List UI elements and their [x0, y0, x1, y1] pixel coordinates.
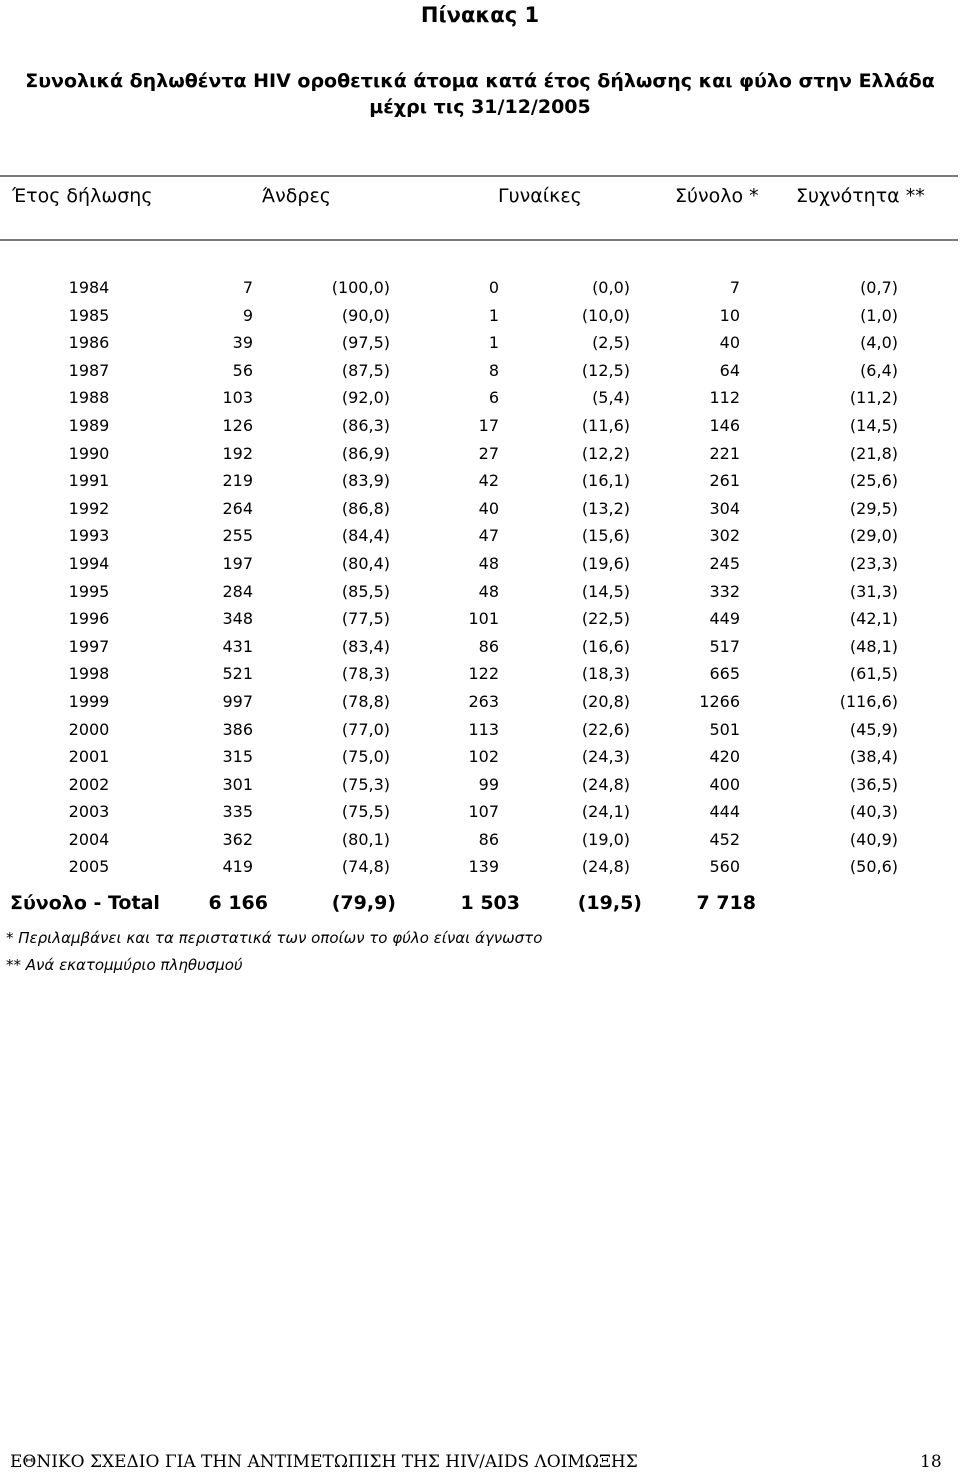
cell-women-pct: (2,5): [592, 333, 630, 353]
cell-frequency: (6,4): [860, 360, 898, 380]
cell-total: 444: [709, 802, 740, 822]
cell-frequency: (31,3): [849, 581, 898, 601]
cell-total: 304: [709, 498, 740, 518]
cell-women: 86: [478, 636, 499, 656]
table-row: [0, 386, 960, 414]
table-row: [0, 304, 960, 332]
cell-men: 219: [222, 471, 253, 491]
cell-women-pct: (19,0): [581, 829, 630, 849]
cell-women: 122: [468, 664, 499, 684]
cell-women: 99: [478, 774, 499, 794]
cell-men-pct: (90,0): [341, 305, 390, 325]
cell-women: 48: [478, 581, 499, 601]
cell-men-pct: (77,5): [341, 609, 390, 629]
cell-men-pct: (86,8): [341, 498, 390, 518]
cell-women-pct: (12,2): [581, 443, 630, 463]
cell-men-pct: (86,3): [341, 415, 390, 435]
cell-women-pct: (16,1): [581, 471, 630, 491]
cell-women: 27: [478, 443, 499, 463]
table-row: [0, 662, 960, 690]
cell-frequency: (4,0): [860, 333, 898, 353]
cell-total: 112: [709, 388, 740, 408]
cell-women-pct: (24,8): [581, 857, 630, 877]
cell-men-pct: (74,8): [341, 857, 390, 877]
cell-year: 1991: [68, 471, 110, 491]
cell-men: 301: [222, 774, 253, 794]
cell-frequency: (116,6): [839, 691, 898, 711]
cell-men: 7: [242, 278, 253, 297]
cell-men: 315: [222, 747, 253, 767]
header-year: Έτος δήλωσης: [12, 185, 153, 207]
footnote-total: * Περιλαμβάνει και τα περιστατικά των οποίων το φύλο είναι άγνωστο: [6, 929, 543, 947]
total-women: 1 503: [460, 892, 520, 914]
cell-women-pct: (0,0): [592, 278, 630, 297]
table-row: [0, 414, 960, 442]
cell-year: 2000: [68, 719, 110, 739]
cell-women-pct: (14,5): [581, 581, 630, 601]
cell-men-pct: (92,0): [341, 388, 390, 408]
cell-women: 107: [468, 802, 499, 822]
cell-frequency: (23,3): [849, 553, 898, 573]
cell-women-pct: (13,2): [581, 498, 630, 518]
cell-women: 101: [468, 609, 499, 629]
cell-frequency: (36,5): [849, 774, 898, 794]
cell-frequency: (11,2): [849, 388, 898, 408]
page-footer: ΕΘΝΙΚΟ ΣΧΕΔΙΟ ΓΙΑ ΤΗΝ ΑΝΤΙΜΕΤΩΠΙΣΗ ΤΗΣ HIV/AIDS ΛΟΙΜΩΞΗΣ: [10, 1452, 638, 1472]
cell-women-pct: (10,0): [581, 305, 630, 325]
cell-men: 386: [222, 719, 253, 739]
cell-frequency: (25,6): [849, 471, 898, 491]
cell-men-pct: (78,8): [341, 691, 390, 711]
cell-total: 449: [709, 609, 740, 629]
cell-year: 1994: [68, 553, 110, 573]
cell-men-pct: (75,3): [341, 774, 390, 794]
table-row: [0, 635, 960, 663]
table-row: [0, 690, 960, 718]
cell-year: 1986: [68, 333, 110, 353]
table-row: [0, 855, 960, 883]
cell-men-pct: (78,3): [341, 664, 390, 684]
cell-men: 39: [232, 333, 253, 353]
cell-women-pct: (24,8): [581, 774, 630, 794]
total-women-pct: (19,5): [577, 892, 642, 914]
footnote-frequency: ** Ανά εκατομμύριο πληθυσμού: [6, 956, 243, 974]
cell-women: 1: [488, 305, 499, 325]
cell-men: 255: [222, 526, 253, 546]
cell-men: 103: [222, 388, 253, 408]
table-row: [0, 469, 960, 497]
cell-year: 1987: [68, 360, 110, 380]
cell-women-pct: (15,6): [581, 526, 630, 546]
cell-total: 665: [709, 664, 740, 684]
cell-women: 113: [468, 719, 499, 739]
cell-women: 102: [468, 747, 499, 767]
table-row: [0, 276, 960, 304]
cell-men: 431: [222, 636, 253, 656]
table-row: [0, 497, 960, 525]
cell-men: 348: [222, 609, 253, 629]
table-row: [0, 828, 960, 856]
total-men-pct: (79,9): [331, 892, 396, 914]
table-row: [0, 718, 960, 746]
table-subtitle: [0, 68, 960, 120]
header-top-rule: [0, 175, 958, 177]
table-row: [0, 442, 960, 470]
cell-women: 6: [488, 388, 499, 408]
cell-total: 501: [709, 719, 740, 739]
cell-women: 263: [468, 691, 499, 711]
cell-men-pct: (83,9): [341, 471, 390, 491]
cell-men: 9: [242, 305, 253, 325]
cell-year: 1988: [68, 388, 110, 408]
cell-total: 261: [709, 471, 740, 491]
total-label: Σύνολο - Total: [10, 892, 160, 914]
cell-women-pct: (12,5): [581, 360, 630, 380]
cell-frequency: (50,6): [849, 857, 898, 877]
cell-total: 332: [709, 581, 740, 601]
cell-frequency: (42,1): [849, 609, 898, 629]
cell-men-pct: (87,5): [341, 360, 390, 380]
cell-year: 1992: [68, 498, 110, 518]
cell-women-pct: (22,5): [581, 609, 630, 629]
cell-women: 48: [478, 553, 499, 573]
cell-year: 2003: [68, 802, 110, 822]
cell-men-pct: (85,5): [341, 581, 390, 601]
cell-frequency: (29,0): [849, 526, 898, 546]
cell-women: 47: [478, 526, 499, 546]
cell-men-pct: (100,0): [331, 278, 390, 297]
cell-total: 221: [709, 443, 740, 463]
cell-year: 2002: [68, 774, 110, 794]
cell-women-pct: (24,1): [581, 802, 630, 822]
cell-year: 1996: [68, 609, 110, 629]
cell-men: 284: [222, 581, 253, 601]
table-row: [0, 607, 960, 635]
cell-total: 40: [719, 333, 740, 353]
table-row: [0, 580, 960, 608]
cell-women: 8: [488, 360, 499, 380]
cell-year: 1998: [68, 664, 110, 684]
cell-frequency: (45,9): [849, 719, 898, 739]
page-title: Πίνακας 1: [420, 3, 540, 27]
cell-frequency: (40,9): [849, 829, 898, 849]
total-all: 7 718: [696, 892, 756, 914]
header-men: Άνδρες: [262, 185, 331, 207]
cell-men-pct: (75,0): [341, 747, 390, 767]
cell-women-pct: (5,4): [592, 388, 630, 408]
cell-total: 302: [709, 526, 740, 546]
cell-year: 1995: [68, 581, 110, 601]
cell-women: 86: [478, 829, 499, 849]
cell-women-pct: (22,6): [581, 719, 630, 739]
cell-women-pct: (19,6): [581, 553, 630, 573]
cell-women: 17: [478, 415, 499, 435]
header-women: Γυναίκες: [498, 185, 582, 207]
cell-men: 335: [222, 802, 253, 822]
cell-total: 560: [709, 857, 740, 877]
cell-women: 0: [488, 278, 499, 297]
cell-total: 400: [709, 774, 740, 794]
cell-year: 2004: [68, 829, 110, 849]
cell-frequency: (21,8): [849, 443, 898, 463]
table-row: [0, 552, 960, 580]
cell-men: 997: [222, 691, 253, 711]
cell-year: 2001: [68, 747, 110, 767]
total-men: 6 166: [208, 892, 268, 914]
cell-men: 362: [222, 829, 253, 849]
cell-frequency: (29,5): [849, 498, 898, 518]
page-number: 18: [920, 1452, 942, 1472]
cell-total: 452: [709, 829, 740, 849]
cell-total: 64: [719, 360, 740, 380]
cell-total: 10: [719, 305, 740, 325]
cell-year: 1993: [68, 526, 110, 546]
table-row: [0, 524, 960, 552]
cell-men-pct: (97,5): [341, 333, 390, 353]
cell-frequency: (40,3): [849, 802, 898, 822]
cell-women: 42: [478, 471, 499, 491]
cell-women: 40: [478, 498, 499, 518]
cell-women-pct: (16,6): [581, 636, 630, 656]
cell-men: 419: [222, 857, 253, 877]
cell-women-pct: (11,6): [581, 415, 630, 435]
total-row: [0, 891, 960, 917]
cell-women-pct: (24,3): [581, 747, 630, 767]
cell-men-pct: (77,0): [341, 719, 390, 739]
header-bottom-rule: [0, 239, 958, 241]
subtitle-line-2: μέχρι τις 31/12/2005: [369, 96, 591, 118]
cell-frequency: (61,5): [849, 664, 898, 684]
subtitle-line-1: Συνολικά δηλωθέντα HIV οροθετικά άτομα κατά έτος δήλωσης και φύλο στην Ελλάδα: [25, 70, 935, 92]
cell-total: 420: [709, 747, 740, 767]
cell-men-pct: (84,4): [341, 526, 390, 546]
table-row: [0, 773, 960, 801]
cell-total: 245: [709, 553, 740, 573]
cell-women: 139: [468, 857, 499, 877]
header-total: Σύνολο *: [675, 185, 759, 207]
cell-total: 517: [709, 636, 740, 656]
table-row: [0, 800, 960, 828]
cell-frequency: (48,1): [849, 636, 898, 656]
cell-year: 1990: [68, 443, 110, 463]
cell-women-pct: (20,8): [581, 691, 630, 711]
cell-total: 7: [729, 278, 740, 297]
cell-frequency: (38,4): [849, 747, 898, 767]
cell-women-pct: (18,3): [581, 664, 630, 684]
cell-total: 1266: [699, 691, 740, 711]
cell-year: 1985: [68, 305, 110, 325]
cell-year: 1984: [68, 278, 110, 297]
cell-total: 146: [709, 415, 740, 435]
header-frequency: Συχνότητα **: [796, 185, 925, 207]
cell-men: 264: [222, 498, 253, 518]
cell-men: 56: [232, 360, 253, 380]
cell-year: 2005: [68, 857, 110, 877]
table-row: [0, 745, 960, 773]
cell-men: 192: [222, 443, 253, 463]
cell-men: 126: [222, 415, 253, 435]
table-row: [0, 331, 960, 359]
cell-men-pct: (83,4): [341, 636, 390, 656]
table-body: [0, 276, 960, 883]
cell-men-pct: (75,5): [341, 802, 390, 822]
cell-men: 197: [222, 553, 253, 573]
cell-frequency: (1,0): [860, 305, 898, 325]
cell-men-pct: (86,9): [341, 443, 390, 463]
cell-frequency: (14,5): [849, 415, 898, 435]
cell-women: 1: [488, 333, 499, 353]
cell-year: 1997: [68, 636, 110, 656]
cell-year: 1999: [68, 691, 110, 711]
cell-frequency: (0,7): [860, 278, 898, 297]
cell-men: 521: [222, 664, 253, 684]
table-row: [0, 359, 960, 387]
cell-men-pct: (80,1): [341, 829, 390, 849]
cell-year: 1989: [68, 415, 110, 435]
cell-men-pct: (80,4): [341, 553, 390, 573]
